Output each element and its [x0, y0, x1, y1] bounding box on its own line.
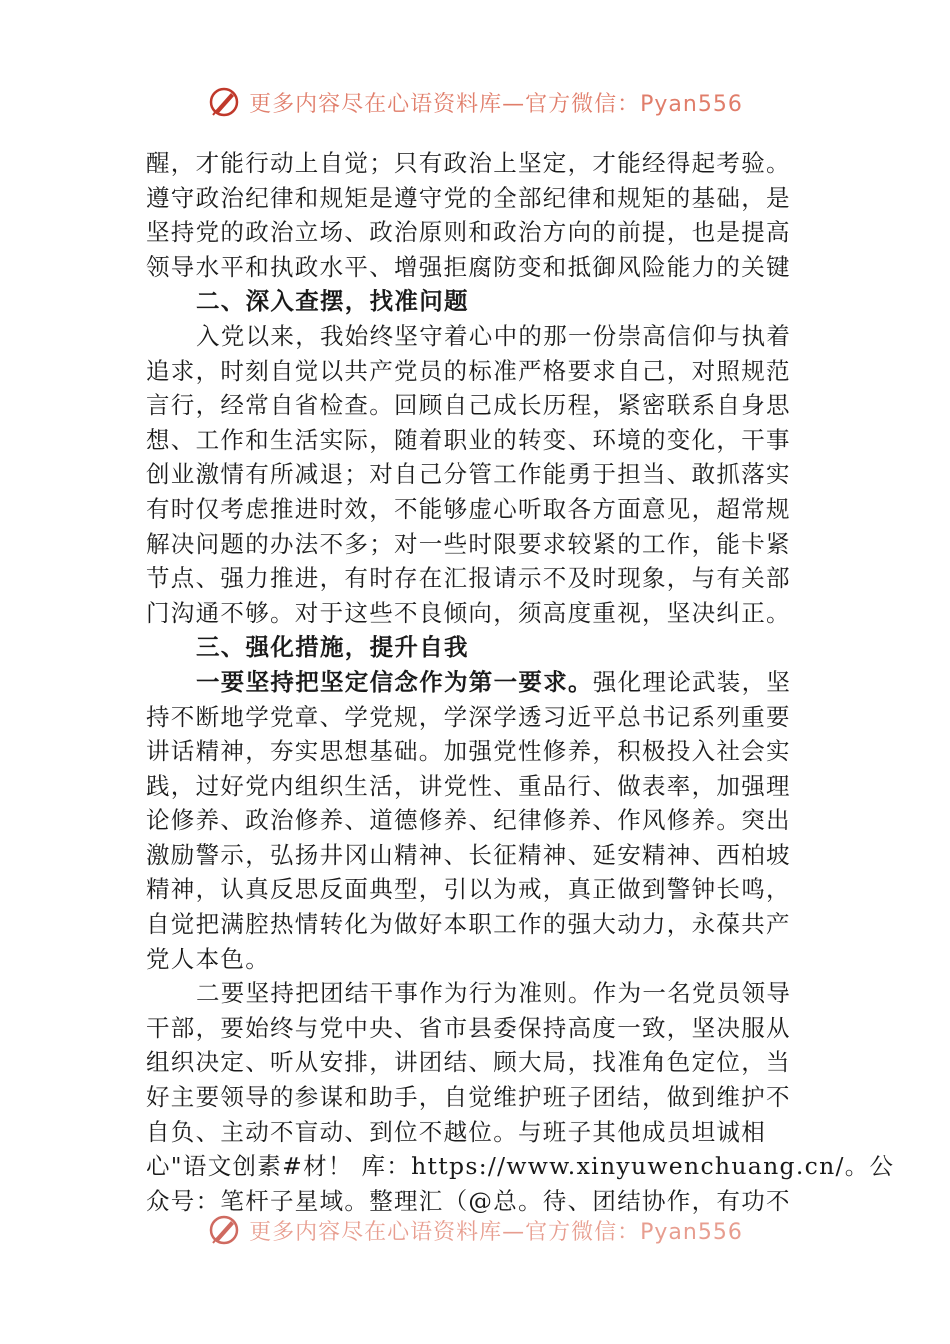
body-line: 解决问题的办法不多；对一些时限要求较紧的工作，能卡紧: [146, 529, 791, 558]
body-line: 自觉把满腔热情转化为做好本职工作的强大动力，永葆共产: [146, 910, 791, 939]
lead-sentence: 一要坚持把坚定信念作为第一要求。: [196, 667, 593, 696]
body-line: 论修养、政治修养、道德修养、纪律修养、作风修养。突出: [146, 806, 791, 835]
document-body: [146, 146, 895, 1218]
watermark-text: 更多内容尽在心语资料库—官方微信：Pyan556: [249, 1219, 743, 1245]
body-line: 想、工作和生活实际，随着职业的转变、环境的变化，干事: [146, 425, 791, 454]
body-line: [146, 665, 810, 700]
body-line: 自负、主动不盲动、到位不越位。与班子其他成员坦诚相: [146, 1117, 766, 1146]
watermark-banner-bottom: [0, 1210, 950, 1250]
body-line: 门沟通不够。对于这些不良倾向，须高度重视，坚决纠正。: [146, 598, 791, 627]
body-line: 众号：笔杆子星域。整理汇（@总。待、团结协作，有功不: [146, 1186, 791, 1215]
watermark-text: 更多内容尽在心语资料库—官方微信：Pyan556: [249, 91, 743, 117]
body-line: 讲话精神，夯实思想基础。加强党性修养，积极投入社会实: [146, 737, 791, 766]
watermark-banner-top: [0, 82, 950, 122]
body-line: 领导水平和执政水平、增强拒腐防变和抵御风险能力的关键: [146, 252, 791, 281]
body-line: 节点、强力推进，有时存在汇报请示不及时现象，与有关部: [146, 564, 791, 593]
pen-logo-icon: [207, 1213, 241, 1247]
body-line: 二要坚持把团结干事作为行为准则。作为一名党员领导: [196, 979, 792, 1008]
body-line: 有时仅考虑推进时效，不能够虚心听取各方面意见，超常规: [146, 494, 791, 523]
body-line: 坚持党的政治立场、政治原则和政治方向的前提，也是提高: [146, 218, 791, 247]
body-line: 好主要领导的参谋和助手，自觉维护班子团结，做到维护不: [146, 1083, 791, 1112]
section-heading-3: 三、强化措施，提升自我: [196, 633, 469, 662]
body-line: 持不断地学党章、学党规，学深学透习近平总书记系列重要: [146, 702, 791, 731]
body-line: 党人本色。: [146, 944, 270, 973]
body-line: 组织决定、听从安排，讲团结、顾大局，找准角色定位，当: [146, 1048, 791, 1077]
body-line: 创业激情有所减退；对自己分管工作能勇于担当、敢抓落实: [146, 460, 791, 489]
body-line: 言行，经常自省检查。回顾自己成长历程，紧密联系自身思: [146, 391, 791, 420]
body-line: 干部，要始终与党中央、省市县委保持高度一致，坚决服从: [146, 1013, 791, 1042]
body-line: 精神，认真反思反面典型，引以为戒，真正做到警钟长鸣，: [146, 875, 791, 904]
body-line: 追求，时刻自觉以共产党员的标准严格要求自己，对照规范: [146, 356, 791, 385]
body-line: 入党以来，我始终坚守着心中的那一份崇高信仰与执着: [196, 321, 792, 350]
body-line: 践，过好党内组织生活，讲党性、重品行、做表率，加强理: [146, 771, 791, 800]
body-line: 心"语文创素#材！ 库：https://www.xinyuwenchuang.cn/。公: [146, 1152, 895, 1181]
body-line: 醒，才能行动上自觉；只有政治上坚定，才能经得起考验。: [146, 149, 791, 177]
body-text: 强化理论武装，坚: [592, 667, 792, 696]
pen-logo-icon: [207, 85, 241, 119]
body-line: 遵守政治纪律和规矩是遵守党的全部纪律和规矩的基础，是: [146, 183, 791, 212]
body-line: 激励警示，弘扬井冈山精神、长征精神、延安精神、西柏坡: [146, 840, 791, 869]
section-heading-2: 二、深入查摆，找准问题: [196, 287, 469, 316]
